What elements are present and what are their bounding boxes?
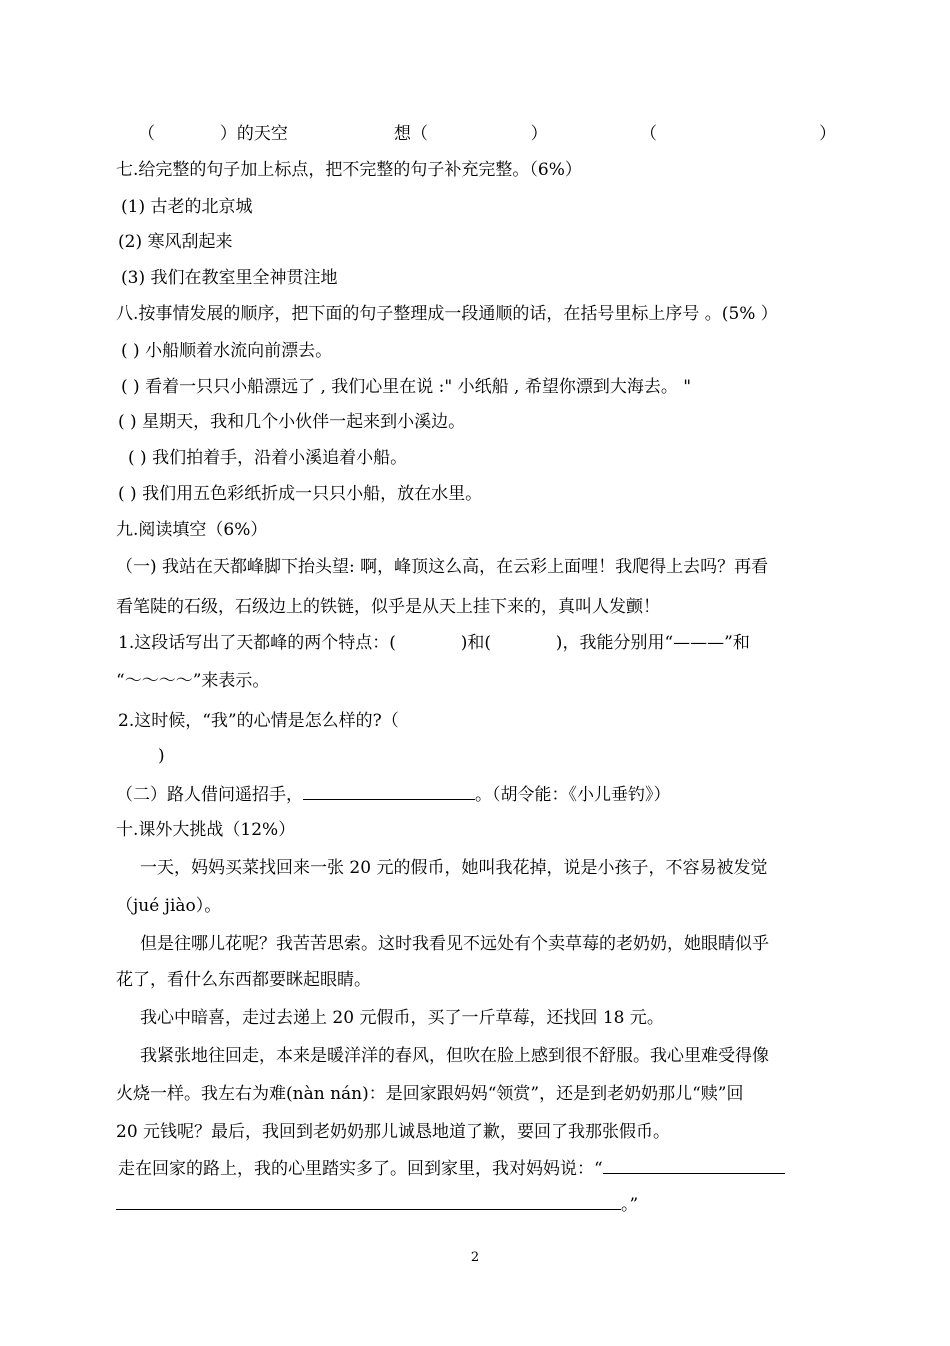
answer-blank-1: [603, 1157, 785, 1174]
s10-para-2-line-2: 花了，看什么东西都要眯起眼睛。: [116, 970, 371, 990]
s10-para-3: 我心中暗喜，走过去递上 20 元假币，买了一斤草莓，还找回 18 元。: [140, 1008, 664, 1028]
s8-item-3: ( ) 星期天，我和几个小伙伴一起来到小溪边。: [118, 412, 466, 432]
s10-para-1-line-2: （jué jiào）。: [116, 896, 222, 916]
s8-item-4: ( ) 我们拍着手，沿着小溪追着小船。: [128, 448, 408, 468]
s10-para-1-line-1: 一天，妈妈买菜找回来一张 20 元的假币，她叫我花掉，说是小孩子，不容易被发觉: [140, 858, 768, 878]
s9-passage-line-2: 看笔陡的石级，石级边上的铁链，似乎是从天上挂下来的，真叫人发颤！: [116, 597, 660, 617]
s8-item-1: ( ) 小船顺着水流向前漂去。: [121, 341, 333, 361]
fill-blank-sky: （ ）的天空: [138, 124, 288, 144]
s10-para-4-line-2: 火烧一样。我左右为难(nàn nán)：是回家跟妈妈“领赏”，还是到老奶奶那儿“赎”回: [116, 1084, 744, 1104]
s8-item-2: ( ) 看着一只只小船漂远了 , 我们心里在说 :" 小纸船 , 希望你漂到大海去。 ": [121, 377, 692, 397]
s9-question-1: 1.这段话写出了天都峰的两个特点：( )和( )，我能分别用“———”和: [118, 633, 750, 653]
answer-blank-2: [116, 1193, 621, 1210]
s10-para-5-line-1: 走在回家的路上，我的心里踏实多了。回到家里，我对妈妈说：“: [118, 1157, 785, 1180]
fill-blank-empty: （ ）: [640, 124, 837, 144]
s10-para-4-line-3: 20 元钱呢？最后，我回到老奶奶那儿诚恳地道了歉，要回了我那张假币。: [116, 1122, 671, 1142]
poem-answer-blank: [303, 783, 475, 800]
s10-para-2-line-1: 但是往哪儿花呢？我苦苦思索。这时我看见不远处有个卖草莓的老奶奶，她眼睛似乎: [140, 934, 769, 954]
s9-poem-line: （二）路人借问遥招手， 。（胡令能：《小儿垂钓》）: [116, 785, 671, 805]
section-8-title: 八.按事情发展的顺序，把下面的句子整理成一段通顺的话，在括号里标上序号 。(5% ）: [116, 304, 778, 324]
s10-para-4-line-1: 我紧张地往回走，本来是暖洋洋的春风，但吹在脸上感到很不舒服。我心里难受得像: [140, 1046, 769, 1066]
s9-question-2: 2.这时候，“我”的心情是怎么样的?（: [118, 711, 399, 731]
s7-item-1: (1) 古老的北京城: [121, 197, 253, 217]
section-7-title: 七.给完整的句子加上标点，把不完整的句子补充完整。（6%）: [116, 160, 582, 180]
s10-para-5-line-2: 。”: [116, 1193, 638, 1216]
s9-passage-line-1: （一) 我站在天都峰脚下抬头望: 啊，峰顶这么高，在云彩上面哩！我爬得上去吗？再看: [116, 557, 769, 577]
s8-item-5: ( ) 我们用五色彩纸折成一只只小船，放在水里。: [118, 484, 483, 504]
s9-question-1-cont: “～～～～”来表示。: [116, 671, 270, 691]
s9-question-2-close: ): [158, 746, 165, 766]
fill-blank-think: 想（ ）: [394, 124, 548, 144]
section-9-title: 九.阅读填空（6%）: [116, 520, 268, 540]
s7-item-3: (3) 我们在教室里全神贯注地: [121, 268, 338, 288]
section-10-title: 十.课外大挑战（12%）: [116, 820, 296, 840]
s7-item-2: (2) 寒风刮起来: [118, 232, 233, 252]
page-number: 2: [470, 1250, 480, 1265]
